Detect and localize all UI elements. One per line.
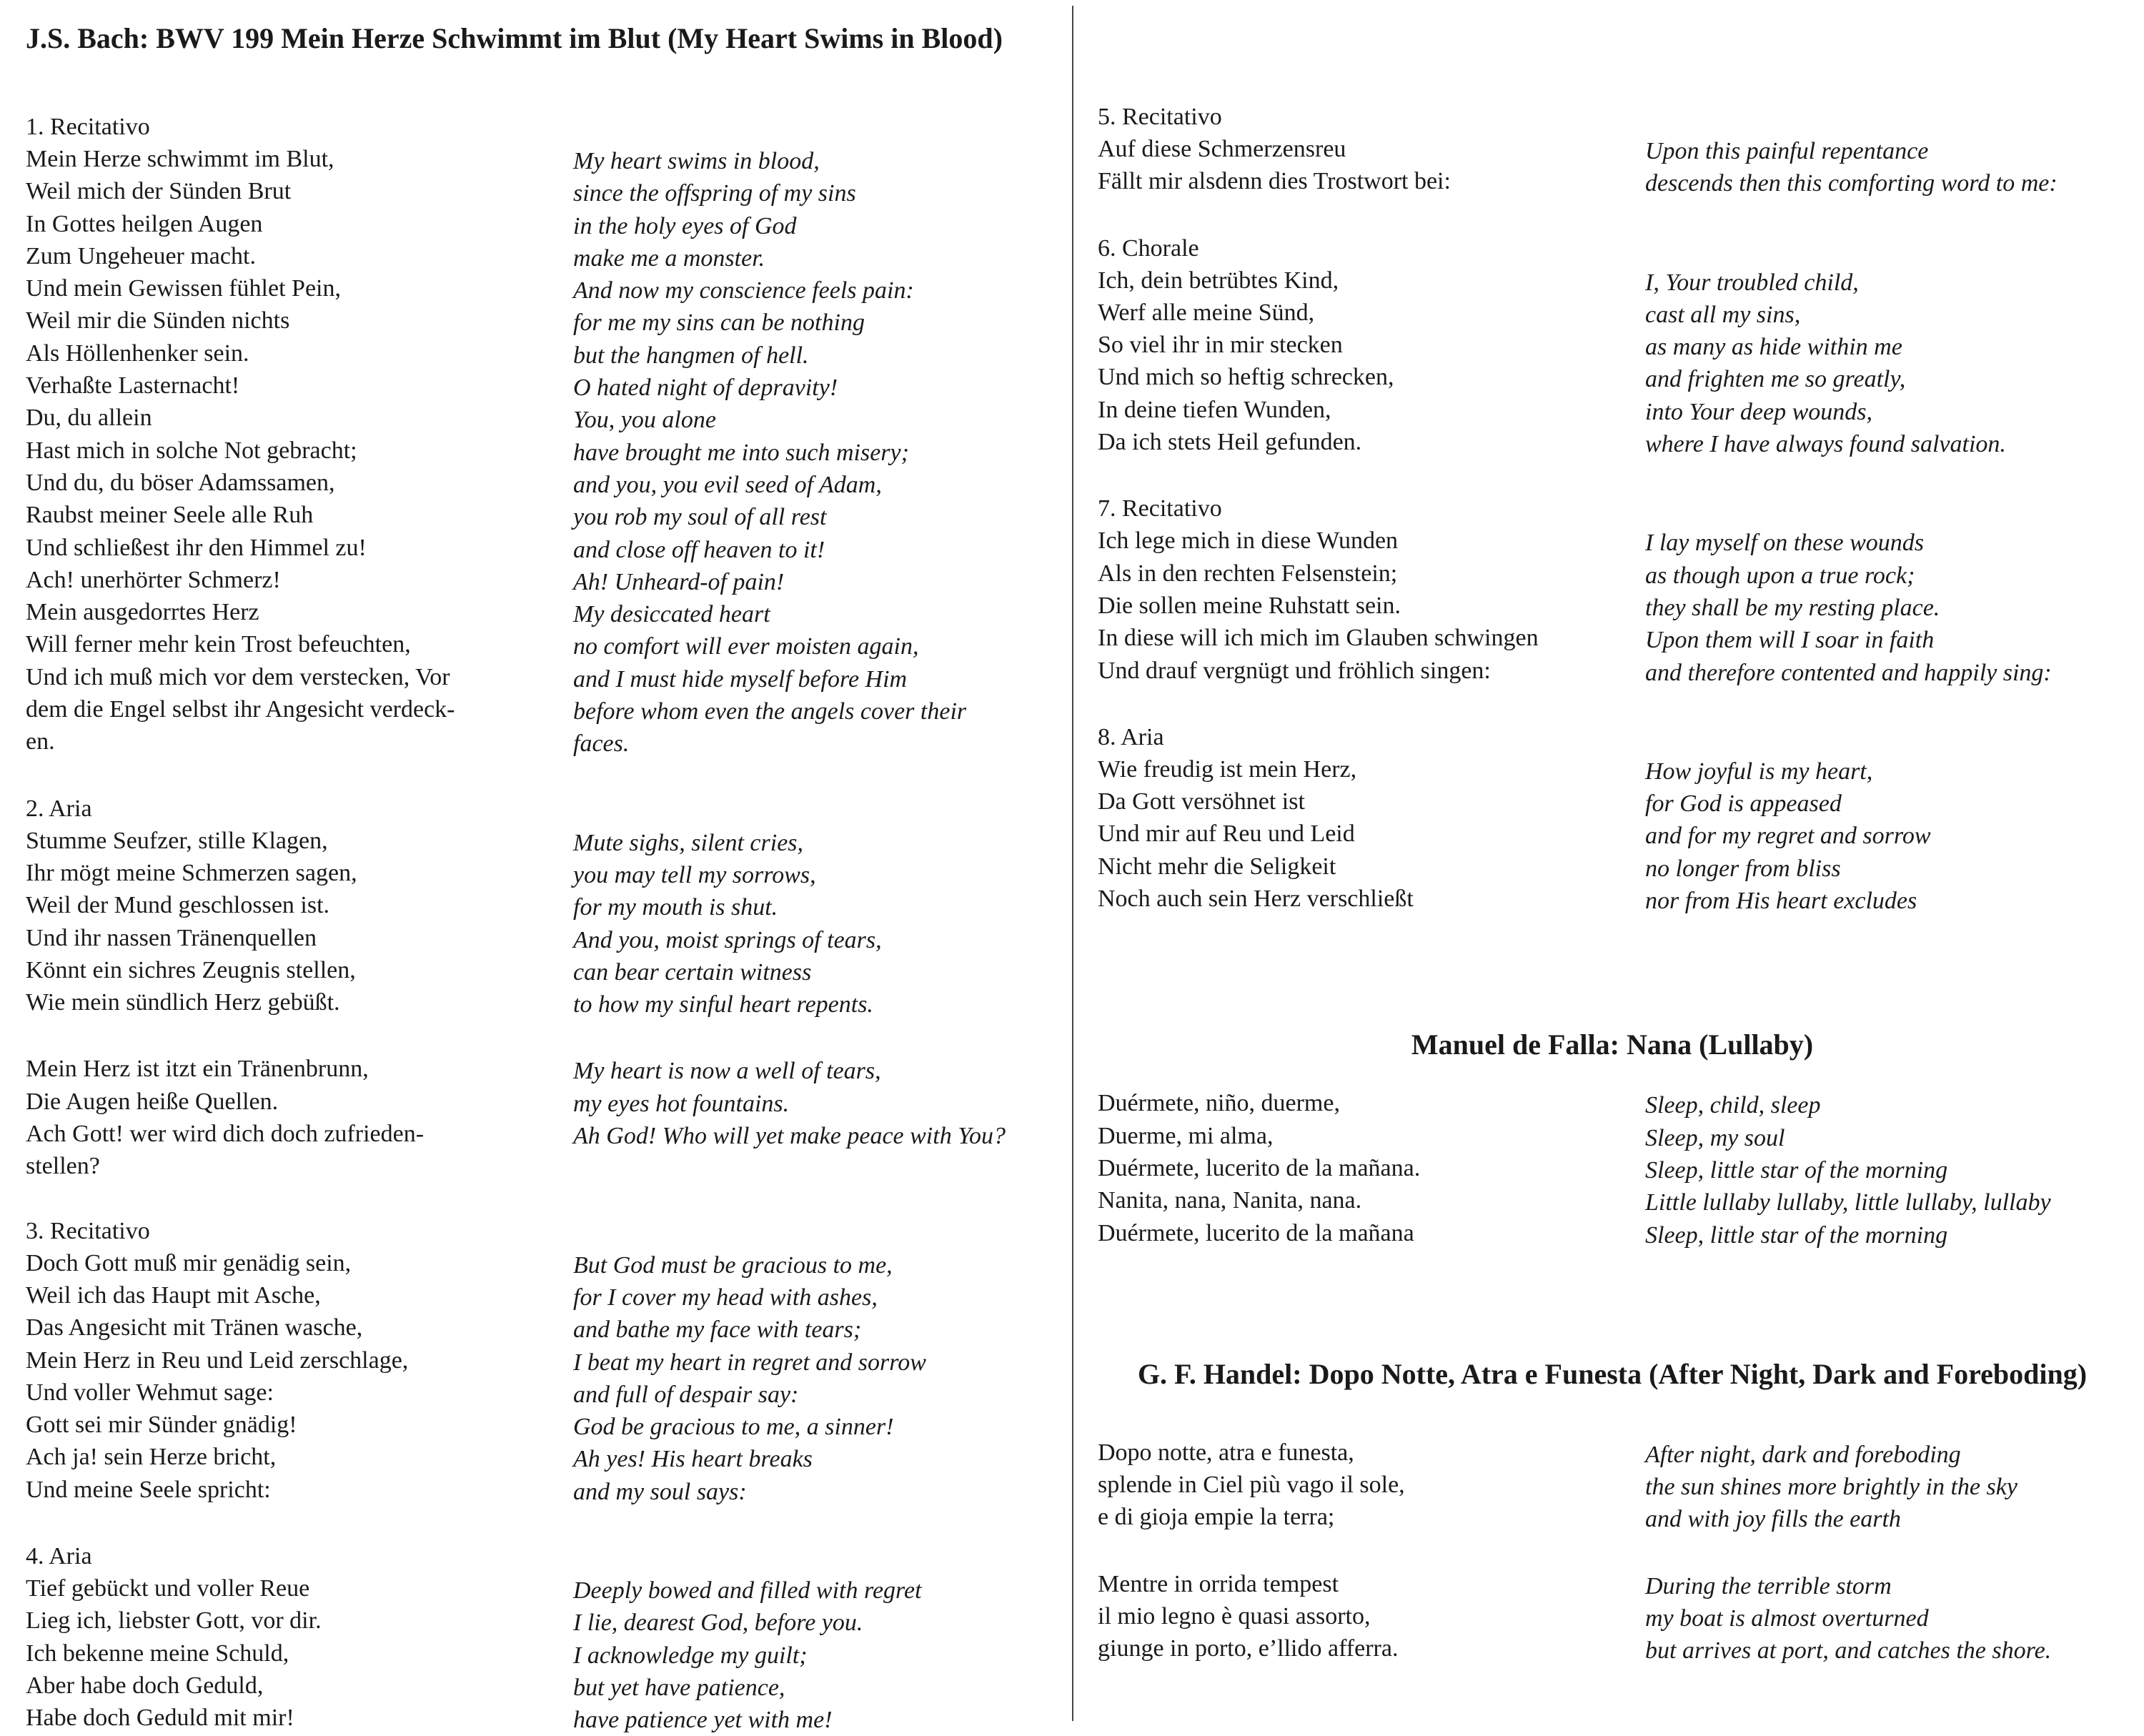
translation-line: I lay myself on these wounds bbox=[1645, 530, 1924, 557]
original-line: So viel ihr in mir stecken bbox=[1098, 332, 1343, 359]
translation-line: Upon this painful repentance bbox=[1645, 138, 1929, 164]
original-text bbox=[1098, 753, 1645, 917]
original-line: Die Augen heiße Quellen. bbox=[26, 1088, 279, 1115]
verse-pair bbox=[26, 143, 1055, 760]
translation-line: make me a monster. bbox=[573, 244, 765, 272]
translation-line: but yet have patience, bbox=[573, 1674, 785, 1701]
verse-pair bbox=[26, 1247, 1055, 1508]
original-line: Als Höllenhenker sein. bbox=[26, 339, 249, 367]
translation-line: I beat my heart in regret and sorrow bbox=[573, 1349, 926, 1376]
translation-text bbox=[1645, 525, 2052, 688]
original-line: Als in den rechten Felsenstein; bbox=[1098, 560, 1398, 587]
original-line: Nicht mehr die Seligkeit bbox=[1098, 853, 1336, 880]
translation-line: before whom even the angels cover their bbox=[573, 698, 967, 725]
original-line: Da ich stets Heil gefunden. bbox=[1098, 429, 1362, 456]
verse-pair bbox=[1098, 264, 2127, 461]
original-line: In diese will ich mich im Glauben schwingen bbox=[1098, 625, 1539, 652]
original-line: Die sollen meine Ruhstatt sein. bbox=[1098, 592, 1401, 619]
original-line: Habe doch Geduld mit mir! bbox=[26, 1705, 294, 1732]
original-line: In deine tiefen Wunden, bbox=[1098, 396, 1331, 423]
original-line: Lieg ich, liebster Gott, vor dir. bbox=[26, 1607, 322, 1635]
handel-lyrics bbox=[1098, 1437, 2127, 1667]
original-line: Ich, dein betrübtes Kind, bbox=[1098, 267, 1339, 294]
translation-line: for I cover my head with ashes, bbox=[573, 1284, 878, 1311]
falla-lyrics bbox=[1098, 1087, 2127, 1251]
original-text bbox=[1098, 1087, 1645, 1251]
translation-line: the sun shines more brightly in the sky bbox=[1645, 1474, 2018, 1501]
original-line: Duérmete, lucerito de la mañana. bbox=[1098, 1154, 1421, 1181]
original-line: Auf diese Schmerzensreu bbox=[1098, 136, 1346, 162]
original-line: Mein Herz ist itzt ein Tränenbrunn, bbox=[26, 1056, 369, 1083]
translation-line: During the terrible storm bbox=[1645, 1572, 1892, 1599]
movement-6 bbox=[1098, 232, 2127, 461]
movement-heading: 3. Recitativo bbox=[26, 1217, 150, 1244]
original-line: Wie freudig ist mein Herz, bbox=[1098, 755, 1357, 783]
translation-text bbox=[1645, 1568, 2051, 1667]
movement-heading: 6. Chorale bbox=[1098, 234, 1199, 262]
original-line: Dopo notte, atra e funesta, bbox=[1098, 1439, 1354, 1466]
translation-line: you rob my soul of all rest bbox=[573, 504, 827, 531]
translation-line: and therefore contented and happily sing: bbox=[1645, 659, 2052, 686]
original-line: Und ich muß mich vor dem verstecken, Vor bbox=[26, 663, 450, 690]
translation-line: How joyful is my heart, bbox=[1645, 758, 1873, 785]
verse-pair bbox=[26, 1053, 1055, 1182]
translation-text bbox=[1645, 1437, 2018, 1536]
original-line: Und ihr nassen Tränenquellen bbox=[26, 924, 317, 951]
translation-line: After night, dark and foreboding bbox=[1645, 1441, 1961, 1468]
original-text bbox=[1098, 1437, 1645, 1536]
translation-line: O hated night of depravity! bbox=[573, 375, 838, 402]
translation-line: and you, you evil seed of Adam, bbox=[573, 471, 882, 498]
translation-line: have patience yet with me! bbox=[573, 1707, 833, 1734]
original-line: Wie mein sündlich Herz gebüßt. bbox=[26, 989, 340, 1016]
translation-line: Little lullaby lullaby, little lullaby, lullaby bbox=[1645, 1189, 2051, 1216]
translation-line: Sleep, child, sleep bbox=[1645, 1092, 1821, 1119]
translation-line: My heart swims in blood, bbox=[573, 148, 820, 174]
translation-line: into Your deep wounds, bbox=[1645, 398, 1873, 425]
original-line: Weil der Mund geschlossen ist. bbox=[26, 892, 330, 919]
original-line: Gott sei mir Sünder gnädig! bbox=[26, 1412, 297, 1439]
original-line: Ihr mögt meine Schmerzen sagen, bbox=[26, 859, 357, 886]
translation-text bbox=[573, 825, 882, 1021]
translation-text bbox=[573, 143, 966, 760]
translation-line: as many as hide within me bbox=[1645, 334, 1902, 361]
original-line: Fällt mir alsdenn dies Trostwort bei: bbox=[1098, 168, 1451, 195]
translation-line: You, you alone bbox=[573, 407, 716, 434]
original-line: Ach Gott! wer wird dich doch zufrieden- bbox=[26, 1121, 425, 1148]
original-line: splende in Ciel più vago il sole, bbox=[1098, 1472, 1405, 1499]
translation-line: my boat is almost overturned bbox=[1645, 1605, 1929, 1632]
movement-1 bbox=[26, 111, 1055, 760]
left-column bbox=[26, 111, 1055, 1736]
original-line: Tief gebückt und voller Reue bbox=[26, 1574, 310, 1602]
original-line: Und meine Seele spricht: bbox=[26, 1476, 271, 1503]
translation-line: God be gracious to me, a sinner! bbox=[573, 1414, 894, 1441]
translation-line: and bathe my face with tears; bbox=[573, 1316, 862, 1344]
original-text bbox=[1098, 525, 1645, 688]
translation-line: my eyes hot fountains. bbox=[573, 1090, 790, 1117]
original-line: Ach ja! sein Herze bricht, bbox=[26, 1444, 277, 1471]
original-line: Und mir auf Reu und Leid bbox=[1098, 820, 1355, 848]
original-line: Zum Ungeheuer macht. bbox=[26, 242, 256, 269]
translation-line: And you, moist springs of tears, bbox=[573, 926, 882, 953]
movement-7 bbox=[1098, 492, 2127, 688]
bach-continued bbox=[1098, 101, 2127, 917]
translation-line: Upon them will I soar in faith bbox=[1645, 627, 1935, 654]
translation-line: have brought me into such misery; bbox=[573, 439, 909, 466]
movement-4 bbox=[26, 1540, 1055, 1736]
translation-line: descends then this comforting word to me: bbox=[1645, 170, 2058, 197]
translation-line: And now my conscience feels pain: bbox=[573, 277, 914, 304]
translation-line: cast all my sins, bbox=[1645, 301, 1801, 328]
translation-line: Mute sighs, silent cries, bbox=[573, 829, 804, 856]
original-line: Ich lege mich in diese Wunden bbox=[1098, 527, 1399, 555]
original-line: Und du, du böser Adamssamen, bbox=[26, 469, 335, 496]
falla-title: Manuel de Falla: Nana (Lullaby) bbox=[1411, 1028, 1814, 1061]
movement-heading: 2. Aria bbox=[26, 795, 92, 822]
original-line: stellen? bbox=[26, 1153, 100, 1180]
original-line: giunge in porto, e’llido afferra. bbox=[1098, 1635, 1399, 1662]
verse-pair bbox=[1098, 1087, 2127, 1251]
verse-pair bbox=[26, 825, 1055, 1021]
handel-title: G. F. Handel: Dopo Notte, Atra e Funesta (After Night, Dark and Foreboding) bbox=[1137, 1357, 2088, 1390]
original-line: Mein Herze schwimmt im Blut, bbox=[26, 146, 334, 172]
translation-line: where I have always found salvation. bbox=[1645, 431, 2006, 458]
original-text bbox=[1098, 1568, 1645, 1667]
original-line: Ach! unerhörter Schmerz! bbox=[26, 566, 281, 593]
original-line: Da Gott versöhnet ist bbox=[1098, 788, 1305, 815]
original-line: e di gioja empie la terra; bbox=[1098, 1504, 1335, 1531]
translation-line: Sleep, little star of the morning bbox=[1645, 1156, 1948, 1184]
translation-text bbox=[573, 1572, 922, 1736]
translation-line: Deeply bowed and filled with regret bbox=[573, 1577, 922, 1604]
original-line: In Gottes heilgen Augen bbox=[26, 210, 263, 237]
original-text bbox=[26, 1247, 573, 1508]
movement-5 bbox=[1098, 101, 2127, 200]
original-line: Raubst meiner Seele alle Ruh bbox=[26, 502, 314, 529]
right-column bbox=[1098, 101, 2127, 1667]
translation-line: My desiccated heart bbox=[573, 601, 770, 628]
original-line: Duerme, mi alma, bbox=[1098, 1122, 1274, 1149]
translation-line: Sleep, my soul bbox=[1645, 1124, 1785, 1151]
movement-heading: 8. Aria bbox=[1098, 723, 1164, 750]
translation-text bbox=[1645, 753, 1931, 917]
original-line: dem die Engel selbst ihr Angesicht verdeck- bbox=[26, 696, 455, 723]
translation-line: Ah! Unheard-of pain! bbox=[573, 568, 785, 595]
original-text bbox=[1098, 133, 1645, 200]
translation-line: I lie, dearest God, before you. bbox=[573, 1609, 863, 1637]
verse-pair bbox=[1098, 753, 2127, 917]
translation-line: in the holy eyes of God bbox=[573, 212, 797, 239]
original-line: Und mich so heftig schrecken, bbox=[1098, 364, 1394, 391]
translation-line: But God must be gracious to me, bbox=[573, 1251, 893, 1279]
original-line: Und mein Gewissen fühlet Pein, bbox=[26, 275, 341, 302]
original-line: Duérmete, niño, duerme, bbox=[1098, 1090, 1340, 1117]
original-line: Doch Gott muß mir genädig sein, bbox=[26, 1249, 352, 1276]
translation-text bbox=[1645, 133, 2058, 200]
original-line: Will ferner mehr kein Trost befeuchten, bbox=[26, 631, 411, 658]
original-line: Aber habe doch Geduld, bbox=[26, 1672, 264, 1699]
original-line: Weil ich das Haupt mit Asche, bbox=[26, 1281, 321, 1309]
translation-line: for God is appeased bbox=[1645, 790, 1842, 818]
translation-line: Sleep, little star of the morning bbox=[1645, 1221, 1948, 1249]
translation-line: faces. bbox=[573, 730, 630, 758]
movement-heading: 7. Recitativo bbox=[1098, 495, 1222, 522]
translation-text bbox=[573, 1053, 1006, 1182]
translation-line: Ah God! Who will yet make peace with You? bbox=[573, 1123, 1006, 1150]
translation-text bbox=[1645, 1087, 2051, 1251]
translation-line: and close off heaven to it! bbox=[573, 536, 825, 563]
translation-line: My heart is now a well of tears, bbox=[573, 1058, 881, 1085]
verse-pair bbox=[1098, 1437, 2127, 1536]
original-text bbox=[26, 825, 573, 1021]
translation-line: Ah yes! His heart breaks bbox=[573, 1446, 813, 1473]
verse-pair bbox=[1098, 525, 2127, 688]
verse-pair bbox=[1098, 133, 2127, 200]
original-line: en. bbox=[26, 728, 55, 755]
translation-line: for my mouth is shut. bbox=[573, 894, 778, 921]
original-line: Ich bekenne meine Schuld, bbox=[26, 1640, 289, 1667]
translation-line: I, Your troubled child, bbox=[1645, 269, 1859, 296]
translation-line: can bear certain witness bbox=[573, 958, 812, 986]
movement-8 bbox=[1098, 721, 2127, 917]
translation-line: to how my sinful heart repents. bbox=[573, 991, 873, 1018]
original-line: il mio legno è quasi assorto, bbox=[1098, 1603, 1371, 1630]
translation-line: nor from His heart excludes bbox=[1645, 888, 1917, 915]
original-line: Noch auch sein Herz verschließt bbox=[1098, 886, 1414, 913]
translation-line: no longer from bliss bbox=[1645, 855, 1841, 882]
translation-text bbox=[573, 1247, 926, 1508]
original-line: Hast mich in solche Not gebracht; bbox=[26, 437, 357, 464]
movement-3 bbox=[26, 1215, 1055, 1508]
movement-2 bbox=[26, 793, 1055, 1183]
original-line: Weil mich der Sünden Brut bbox=[26, 178, 292, 205]
original-line: Mentre in orrida tempest bbox=[1098, 1570, 1339, 1597]
original-line: Und schließest ihr den Himmel zu! bbox=[26, 534, 367, 561]
original-line: Mein ausgedorrtes Herz bbox=[26, 599, 259, 626]
translation-line: and with joy fills the earth bbox=[1645, 1506, 1901, 1533]
translation-line: and I must hide myself before Him bbox=[573, 665, 908, 693]
original-line: Mein Herz in Reu und Leid zerschlage, bbox=[26, 1346, 409, 1374]
original-line: Und voller Wehmut sage: bbox=[26, 1379, 274, 1406]
translation-line: but the hangmen of hell. bbox=[573, 342, 809, 369]
original-line: Verhaßte Lasternacht! bbox=[26, 372, 240, 400]
movement-heading: 1. Recitativo bbox=[26, 114, 150, 140]
original-line: Könnt ein sichres Zeugnis stellen, bbox=[26, 956, 356, 983]
original-text bbox=[26, 1572, 573, 1736]
translation-line: and my soul says: bbox=[573, 1478, 747, 1505]
movement-heading: 4. Aria bbox=[26, 1542, 92, 1569]
translation-line: you may tell my sorrows, bbox=[573, 861, 816, 888]
column-divider bbox=[1072, 6, 1073, 1721]
original-line: Duérmete, lucerito de la mañana bbox=[1098, 1219, 1414, 1246]
original-line: Weil mir die Sünden nichts bbox=[26, 307, 290, 334]
original-line: Werf alle meine Sünd, bbox=[1098, 299, 1315, 326]
original-line: Du, du allein bbox=[26, 405, 152, 432]
original-text bbox=[26, 143, 573, 760]
translation-line: as though upon a true rock; bbox=[1645, 562, 1915, 589]
translation-line: and frighten me so greatly, bbox=[1645, 366, 1906, 393]
translation-line: since the offspring of my sins bbox=[573, 180, 856, 207]
translation-line: and full of despair say: bbox=[573, 1381, 799, 1408]
translation-line: I acknowledge my guilt; bbox=[573, 1642, 808, 1669]
translation-line: but arrives at port, and catches the shore. bbox=[1645, 1637, 2052, 1665]
page-title: J.S. Bach: BWV 199 Mein Herze Schwimmt im Blut (My Heart Swims in Blood) bbox=[26, 22, 1003, 54]
translation-text bbox=[1645, 264, 2006, 461]
verse-pair bbox=[1098, 1568, 2127, 1667]
translation-line: they shall be my resting place. bbox=[1645, 594, 1940, 621]
movement-heading: 5. Recitativo bbox=[1098, 104, 1222, 130]
translation-line: for me my sins can be nothing bbox=[573, 309, 865, 337]
original-text bbox=[26, 1053, 573, 1182]
translation-line: and for my regret and sorrow bbox=[1645, 823, 1931, 850]
original-line: Stumme Seufzer, stille Klagen, bbox=[26, 827, 328, 854]
original-line: Nanita, nana, Nanita, nana. bbox=[1098, 1187, 1362, 1214]
verse-pair bbox=[26, 1572, 1055, 1736]
original-line: Das Angesicht mit Tränen wasche, bbox=[26, 1314, 363, 1341]
original-line: Und drauf vergnügt und fröhlich singen: bbox=[1098, 657, 1491, 684]
original-text bbox=[1098, 264, 1645, 461]
translation-line: no comfort will ever moisten again, bbox=[573, 633, 919, 660]
